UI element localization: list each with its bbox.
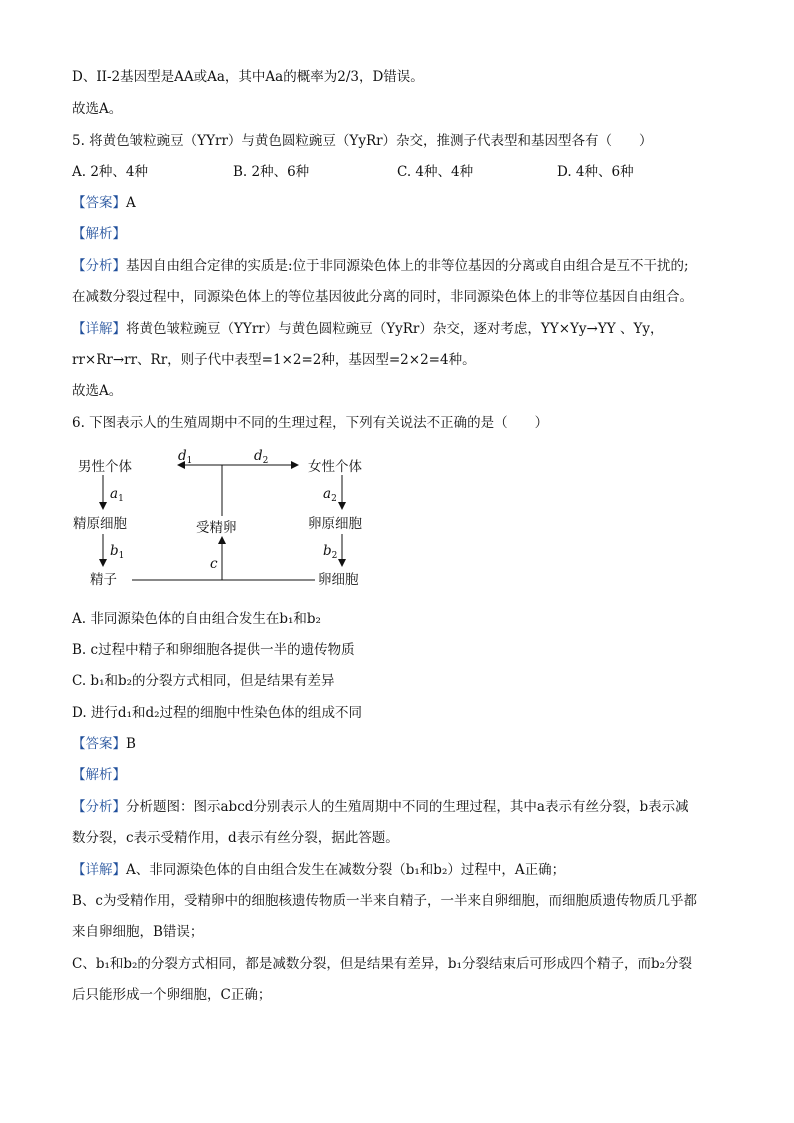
text-line: 【分析】基因自由组合定律的实质是:位于非同源染色体上的非等位基因的分离或自由组合是互不干扰的;: [72, 258, 689, 274]
question-5: 5. 将黄色皱粒豌豆（YYrr）与黄色圆粒豌豆（YyRr）杂交，推测子代表型和基因型各有（ ）: [72, 133, 653, 149]
label-d1: $d_1$: [178, 448, 193, 466]
text-line: 后只能形成一个卵细胞，C正确；: [72, 987, 272, 1003]
text-line: 故选A。: [72, 101, 123, 117]
analysis-label: 【解析】: [72, 226, 126, 242]
text-line: 在减数分裂过程中，同源染色体上的等位基因彼此分离的同时，非同源染色体上的非等位基因自由组合。: [72, 289, 693, 305]
node-zygote: 受精卵: [196, 520, 237, 536]
q6-option-a: A. 非同源染色体的自由组合发生在b₁和b₂: [72, 611, 321, 627]
label-c: c: [210, 556, 218, 572]
node-spermatogonium: 精原细胞: [73, 516, 127, 532]
reproduction-cycle-diagram: [72, 442, 382, 602]
label-a1: $a_1$: [110, 486, 124, 504]
text-line: rr×Rr→rr、Rr，则子代中表型=1×2=2种，基因型=2×2=4种。: [72, 352, 476, 368]
answer-label: 【答案】B: [72, 736, 136, 752]
text-line: 【详解】A、非同源染色体的自由组合发生在减数分裂（b₁和b₂）过程中，A正确；: [72, 862, 566, 878]
label-a2: $a_2$: [323, 486, 337, 504]
answer-label: 【答案】A: [72, 195, 136, 211]
text-line: 数分裂，c表示受精作用，d表示有丝分裂，据此答题。: [72, 830, 399, 846]
q5-option-d: D. 4种、6种: [557, 164, 634, 180]
node-oogonium: 卵原细胞: [308, 516, 362, 532]
text-line: 【分析】分析题图：图示abcd分别表示人的生殖周期中不同的生理过程，其中a表示有丝分裂，b表示减: [72, 799, 689, 815]
q6-option-c: C. b₁和b₂的分裂方式相同，但是结果有差异: [72, 673, 335, 689]
label-d2: $d_2$: [254, 448, 269, 466]
analysis-label: 【解析】: [72, 767, 126, 783]
q5-option-c: C. 4种、4种: [397, 164, 474, 180]
node-sperm: 精子: [90, 572, 117, 588]
q6-option-d: D. 进行d₁和d₂过程的细胞中性染色体的组成不同: [72, 705, 363, 721]
text-line: D、II-2基因型是AA或Aa，其中Aa的概率为2/3，D错误。: [72, 69, 424, 85]
text-line: 【详解】将黄色皱粒豌豆（YYrr）与黄色圆粒豌豆（YyRr）杂交，逐对考虑，YY×Yy→YY 、Yy，: [72, 321, 664, 337]
label-b1: $b_1$: [110, 543, 125, 561]
question-6: 6. 下图表示人的生殖周期中不同的生理过程，下列有关说法不正确的是（ ）: [72, 415, 549, 431]
text-line: B、c为受精作用，受精卵中的细胞核遗传物质一半来自精子，一半来自卵细胞，而细胞质遗传物质几乎都: [72, 893, 697, 909]
q5-option-b: B. 2种、6种: [233, 164, 310, 180]
text-line: 故选A。: [72, 383, 123, 399]
node-male: 男性个体: [78, 459, 132, 475]
q5-option-a: A. 2种、4种: [72, 164, 149, 180]
label-b2: $b_2$: [323, 543, 338, 561]
text-line: C、b₁和b₂的分裂方式相同，都是减数分裂，但是结果有差异，b₁分裂结束后可形成四个精子，而b₂分裂: [72, 956, 693, 972]
node-female: 女性个体: [308, 459, 362, 475]
text-line: 来自卵细胞，B错误；: [72, 924, 204, 940]
q6-option-b: B. c过程中精子和卵细胞各提供一半的遗传物质: [72, 642, 355, 658]
node-egg: 卵细胞: [318, 572, 359, 588]
